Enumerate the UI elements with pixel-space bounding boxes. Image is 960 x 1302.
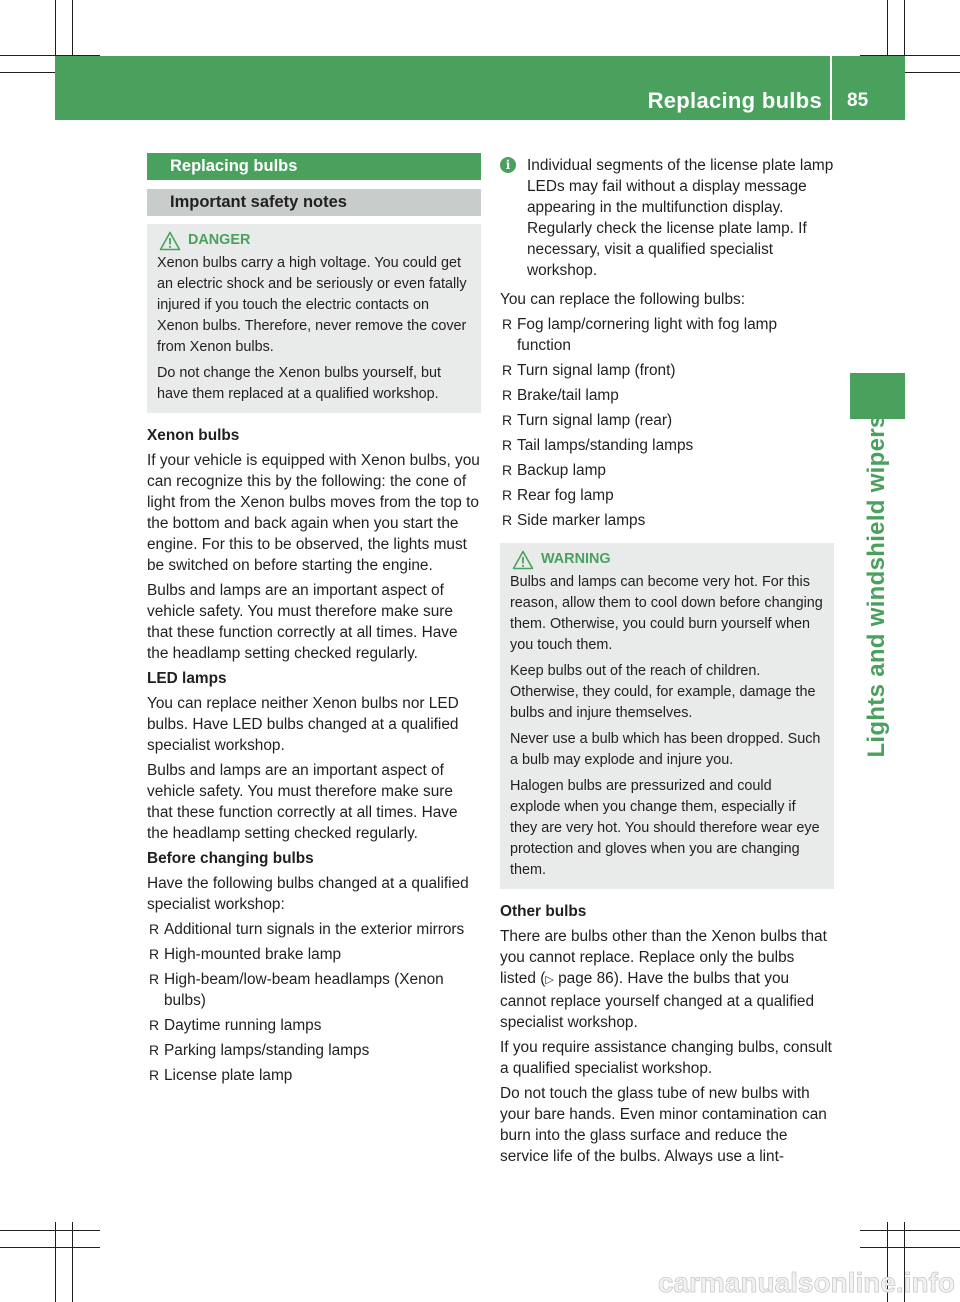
replace-intro: You can replace the following bulbs: xyxy=(500,291,745,308)
led-heading: LED lamps xyxy=(147,670,227,687)
danger-title: DANGER xyxy=(188,232,251,248)
danger-paragraph: Xenon bulbs carry a high voltage. You could get an electric shock and be seriously or even fatally injured if you touch the electric contacts on Xenon bulbs. Therefore, never remove the cover from Xenon bulbs. xyxy=(157,255,467,355)
crop-mark xyxy=(0,1247,100,1248)
warning-paragraph: Never use a bulb which has been dropped. Such a bulb may explode and injure you. xyxy=(510,731,821,768)
warning-triangle-icon xyxy=(159,231,181,251)
other-bulbs-heading: Other bulbs xyxy=(500,903,587,920)
cross-reference-arrow-icon: ▷ xyxy=(545,974,554,986)
warning-header xyxy=(510,549,824,570)
page-reference-link[interactable]: page 86 xyxy=(558,970,614,987)
crop-mark xyxy=(860,1230,960,1231)
before-changing-paragraph: Have the following bulbs changed at a qualified specialist workshop: xyxy=(147,875,469,913)
page-number: 85 xyxy=(847,90,869,111)
list-item: R High-beam/low-beam headlamps (Xenon bulbs) xyxy=(147,969,481,1011)
crop-mark xyxy=(0,1230,100,1231)
list-item: R Additional turn signals in the exterior mirrors xyxy=(147,919,481,940)
list-item: R Fog lamp/cornering light with fog lamp function xyxy=(500,314,834,356)
chapter-tab-marker xyxy=(850,373,905,419)
left-column xyxy=(147,153,481,1086)
list-item: R Daytime running lamps xyxy=(147,1015,481,1036)
before-changing-heading: Before changing bulbs xyxy=(147,850,314,867)
crop-mark xyxy=(55,1222,56,1302)
crop-mark xyxy=(860,1247,960,1248)
led-paragraph: Bulbs and lamps are an important aspect of vehicle safety. You must therefore make sure that these function correctly at all times. Have the headlamp setting checked regularly. xyxy=(147,762,458,842)
watermark xyxy=(560,1262,960,1302)
warning-paragraph: Halogen bulbs are pressurized and could explode when you change them, especially if they are very hot. You should therefore wear eye protection and gloves when you are changing them. xyxy=(510,778,820,878)
info-note xyxy=(500,155,834,281)
other-bulbs-paragraph: If you require assistance changing bulbs, consult a qualified specialist workshop. xyxy=(500,1039,832,1077)
xenon-paragraph: If your vehicle is equipped with Xenon bulbs, you can recognize this by the following: the cone of light from the Xenon bulbs moves from the top to the bottom and back again when you start the engine. For this to be observed, the lights must be switched on before starting the engine. xyxy=(147,452,480,574)
chapter-tab-label: Lights and windshield wipers xyxy=(863,414,890,758)
crop-mark xyxy=(72,1222,73,1302)
list-item: R Rear fog lamp xyxy=(500,485,834,506)
workshop-bulb-list xyxy=(147,919,481,1086)
running-header-title: Replacing bulbs xyxy=(647,88,822,113)
subsection-title: Important safety notes xyxy=(147,189,481,216)
list-item: R Turn signal lamp (front) xyxy=(500,360,834,381)
warning-title: WARNING xyxy=(541,551,611,567)
other-bulbs-text: There are bulbs other than the Xenon bulbs that you cannot replace. Replace only the bulbs listed ( xyxy=(500,928,827,987)
list-item: R Side marker lamps xyxy=(500,510,834,531)
list-item: R Turn signal lamp (rear) xyxy=(500,410,834,431)
list-item: R License plate lamp xyxy=(147,1065,481,1086)
other-bulbs-paragraph: Do not touch the glass tube of new bulbs with your bare hands. Even minor contamination can burn into the glass surface and reduce the service life of the bulbs. Always use a lint- xyxy=(500,1085,827,1165)
xenon-heading: Xenon bulbs xyxy=(147,427,240,444)
danger-paragraph: Do not change the Xenon bulbs yourself, but have them replaced at a qualified workshop. xyxy=(157,365,442,402)
warning-triangle-icon xyxy=(512,550,534,570)
list-item: R Parking lamps/standing lamps xyxy=(147,1040,481,1061)
info-text: Individual segments of the license plate lamp LEDs may fail without a display message appearing in the multifunction display. Regularly check the license plate lamp. If necessary, visit a qualified specialist workshop. xyxy=(527,157,834,279)
xenon-paragraph: Bulbs and lamps are an important aspect of vehicle safety. You must therefore make sure that these function correctly at all times. Have the headlamp setting checked regularly. xyxy=(147,582,458,662)
warning-paragraph: Bulbs and lamps can become very hot. For this reason, allow them to cool down before changing them. Otherwise, you could burn yourself when you touch them. xyxy=(510,574,823,653)
replaceable-bulb-list xyxy=(500,314,834,531)
led-paragraph: You can replace neither Xenon bulbs nor LED bulbs. Have LED bulbs changed at a qualified specialist workshop. xyxy=(147,695,459,754)
danger-header xyxy=(157,230,471,251)
right-column xyxy=(500,155,834,1167)
list-item: R Brake/tail lamp xyxy=(500,385,834,406)
section-title: Replacing bulbs xyxy=(147,153,481,180)
list-item: R Tail lamps/standing lamps xyxy=(500,435,834,456)
warning-box xyxy=(500,543,834,889)
danger-box xyxy=(147,224,481,413)
other-bulbs-text: ). Have the bulbs that you cannot replace yourself changed at a qualified specialist workshop. xyxy=(500,970,815,1031)
list-item: R Backup lamp xyxy=(500,460,834,481)
watermark-text: carmanualsonline.info xyxy=(657,1267,955,1298)
warning-paragraph: Keep bulbs out of the reach of children. Otherwise, they could, for example, damage the bulbs and injure themselves. xyxy=(510,663,816,721)
list-item: R High-mounted brake lamp xyxy=(147,944,481,965)
other-bulbs-paragraph xyxy=(500,926,834,1033)
header-separator xyxy=(830,56,832,120)
info-icon: i xyxy=(500,157,516,173)
